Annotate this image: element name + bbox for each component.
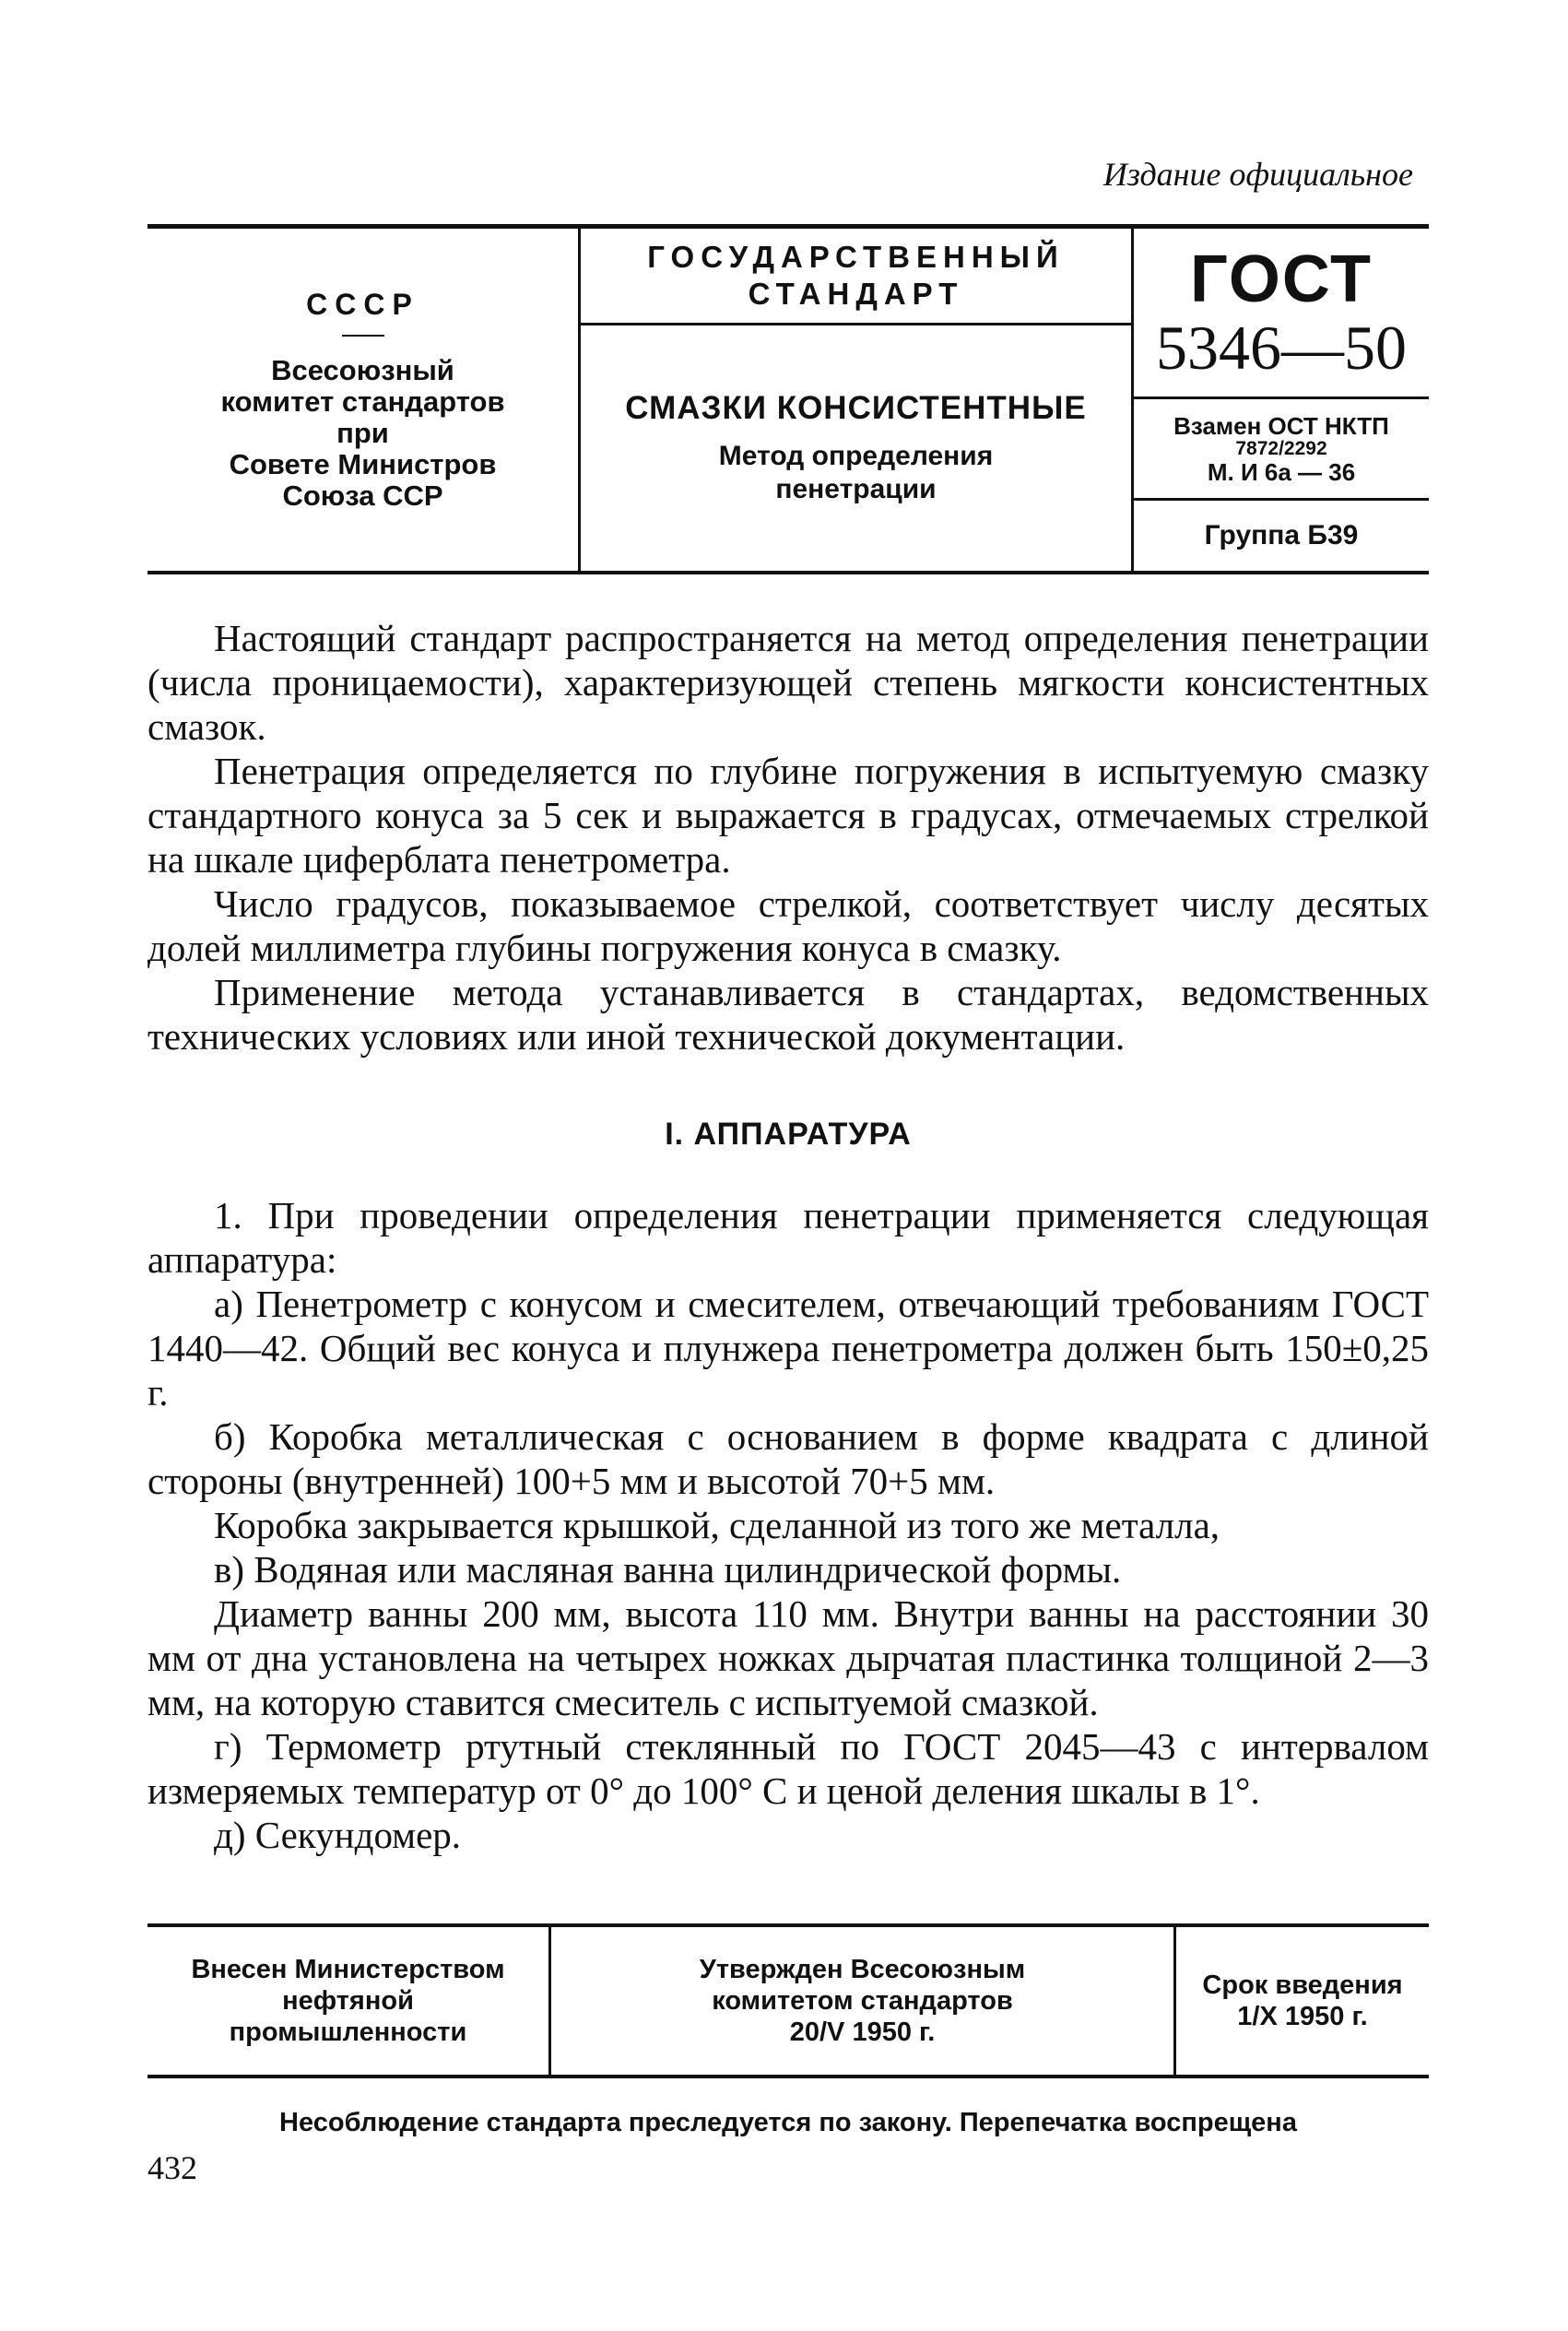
- section-title: I. АППАРАТУРА: [665, 1117, 912, 1152]
- apparatus-paragraph: д) Секундомер.: [214, 1814, 462, 1856]
- apparatus-paragraph: Коробка закрывается крышкой, сделанной из того же металла,: [214, 1504, 1220, 1546]
- page-number: 432: [147, 2149, 197, 2186]
- replaces-line2: 7872/2292: [1235, 437, 1327, 459]
- replaces-block: [1134, 399, 1429, 501]
- replaces-line3: М. И 6а — 36: [1207, 457, 1356, 486]
- apparatus-paragraph: б) Коробка металлическая с основанием в форме квадрата с длиной стороны (внутренней) 100+5 мм и высотой 70+5 мм.: [147, 1415, 1429, 1502]
- document-body: [147, 616, 1429, 1857]
- legal-notice: Несоблюдение стандарта преследуется по закону. Перепечатка воспрещена: [279, 2108, 1297, 2137]
- approved-by: Утвержден Всесоюзным комитетом стандартов 20/V 1950 г.: [551, 1927, 1176, 2075]
- committee-name: Всесоюзный комитет стандартов при Совете Министров Союза ССР: [220, 354, 505, 512]
- ussr-label: СССР: [306, 288, 419, 321]
- edition-label: Издание официальное: [1102, 156, 1413, 193]
- state-standard-line1: ГОСУДАРСТВЕННЫЙ: [647, 240, 1065, 274]
- apparatus-paragraph: 1. При проведении определения пенетрации применяется следующая аппаратура:: [147, 1194, 1429, 1281]
- state-standard-label: [581, 229, 1131, 325]
- intro-paragraph: Число градусов, показываемое стрелкой, соответствует числу десятых долей миллиметра глубины погружения конуса в смазку.: [147, 882, 1429, 969]
- apparatus-paragraph: г) Термометр ртутный стеклянный по ГОСТ 2045—43 с интервалом измеряемых температур от 0° до 100° С и ценой деления шкалы в 1°.: [147, 1725, 1429, 1812]
- gost-code-block: [1134, 229, 1429, 399]
- intro-paragraph: Пенетрация определяется по глубине погружения в испытуемую смазку стандартного конуса за 5 сек и выражается в градусах, отмечаемых стрелкой на шкале циферблата пенетрометра.: [147, 750, 1429, 881]
- issuer-column: [147, 229, 581, 571]
- subject-title: СМАЗКИ КОНСИСТЕНТНЫЕ: [625, 390, 1087, 426]
- apparatus-paragraph: а) Пенетрометр с конусом и смесителем, отвечающий требованиям ГОСТ 1440—42. Общий вес конуса и плунжера пенетрометра должен быть 150±0,25 г.: [147, 1283, 1429, 1414]
- subject-subtitle: Метод определения пенетрации: [718, 441, 994, 504]
- subject-block: [581, 325, 1131, 571]
- group-label: Группа Б39: [1204, 520, 1359, 550]
- gost-word: ГОСТ: [1189, 243, 1373, 316]
- effective-date: Срок введения 1/X 1950 г.: [1202, 1970, 1403, 2031]
- intro-paragraph: Настоящий стандарт распространяется на метод определения пенетрации (числа проницаемости), характеризующей степень мягкости консистентных смазок.: [147, 617, 1429, 748]
- replaces-line1: Взамен ОСТ НКТП: [1173, 411, 1389, 440]
- header-table: [147, 224, 1429, 574]
- title-column: [581, 229, 1134, 571]
- apparatus-paragraph: Диаметр ванны 200 мм, высота 110 мм. Внутри ванны на расстоянии 30 мм от дна установлена на четырех ножках дырчатая пластинка толщиной 2—3 мм, на которую ставится смеситель с испытуемой смазкой.: [147, 1592, 1429, 1723]
- gost-number: 5346—50: [1156, 313, 1407, 383]
- footer-table: [147, 1923, 1429, 2078]
- apparatus-paragraph: в) Водяная или масляная ванна цилиндрической формы.: [214, 1548, 1122, 1591]
- introduced-by: Внесен Министерством нефтяной промышленности: [147, 1927, 551, 2075]
- code-column: [1134, 229, 1429, 571]
- intro-paragraph: Применение метода устанавливается в стандартах, ведомственных технических условиях или иной технической документации.: [147, 971, 1429, 1058]
- divider-dash: [342, 335, 384, 337]
- state-standard-line2: СТАНДАРТ: [748, 277, 964, 311]
